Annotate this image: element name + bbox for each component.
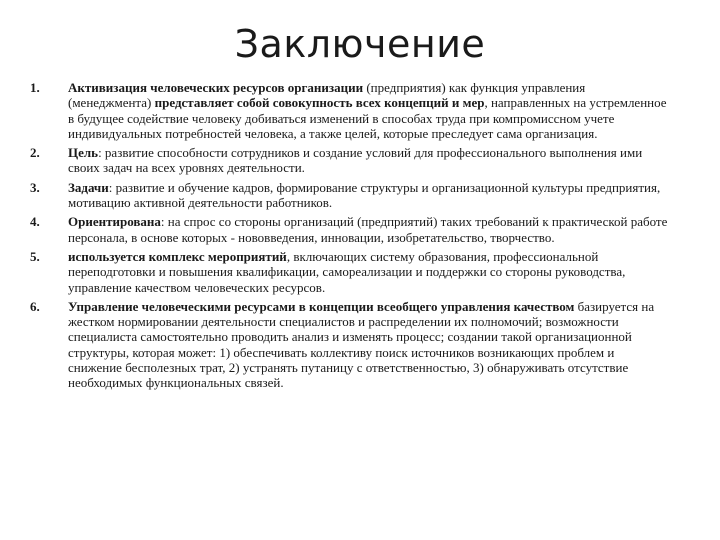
item-text-bold: Управление человеческими ресурсами в концепции всеобщего управления качеством (68, 298, 575, 314)
item-text (68, 299, 654, 390)
item-text-bold: используется комплекс мероприятий (68, 248, 287, 264)
item-text (68, 214, 667, 244)
item-number: 2. (30, 145, 40, 161)
item-text-regular: : развитие и обучение кадров, формирование структуры и организационной культуры предприятия, мотивацию активной деятельности работников. (68, 179, 661, 211)
list-item (30, 180, 670, 211)
item-text-bold: Задачи (68, 179, 109, 195)
list-item (30, 80, 670, 141)
item-text-bold: Ориентирована (68, 214, 161, 230)
item-number: 3. (30, 179, 40, 195)
item-text-bold: представляет собой совокупность всех концепций и мер (154, 95, 485, 111)
item-text-regular: : развитие способности сотрудников и создание условий для профессионального выполнения ими своих задач на всех уровнях деятельности. (68, 145, 643, 176)
item-text (68, 80, 667, 141)
item-text (68, 145, 642, 175)
item-number: 5. (30, 248, 40, 264)
conclusion-list (30, 80, 670, 395)
item-number: 4. (30, 214, 40, 230)
item-text-regular: : на спрос со стороны организаций (предприятий) таких требований к практической работе персонала, в основе которых - нововведения, инновации, изобретательство, творчество. (68, 214, 668, 245)
item-text (68, 180, 660, 210)
item-text-regular: (предприятия) как функция управления (менеджмента) (68, 80, 586, 111)
item-text-bold: Цель (68, 145, 99, 161)
item-number: 1. (30, 80, 40, 95)
item-text (68, 249, 625, 295)
list-item (30, 145, 670, 176)
item-text-regular: , включающих систему образования, профессиональной переподготовки и повышения квалификации, самореализации и поддержки со стороны руководства, управление качеством человеческих ресурсов. (68, 248, 626, 295)
list-item (30, 214, 670, 245)
item-text-regular: , направленных на устремленное в будущее содействие человеку добиваться изменений в способах труда при компромиссном учете индивидуальных потребностей человека, а также целей, которые преследует сама организация. (68, 95, 667, 141)
item-text-bold: Активизация человеческих ресурсов организации (68, 80, 364, 95)
item-text-regular: базируется на жестком нормировании деятельности специалистов и распределении их полномочий; возможности специалиста самостоятельно проводить анализ и изменять процесс; создании такой организационной структуры, которая может: 1) обеспечивать коллективу поиск источников возникающих проблем и снижение бесполезных трат, 2) устранять путаницу с ответственностью, 3) обнаруживать отсутствие необходимых функциональных связей. (68, 298, 655, 391)
list-item (30, 299, 670, 391)
list-item (30, 249, 670, 295)
slide-title: Заключение (234, 22, 486, 66)
item-number: 6. (30, 298, 40, 314)
